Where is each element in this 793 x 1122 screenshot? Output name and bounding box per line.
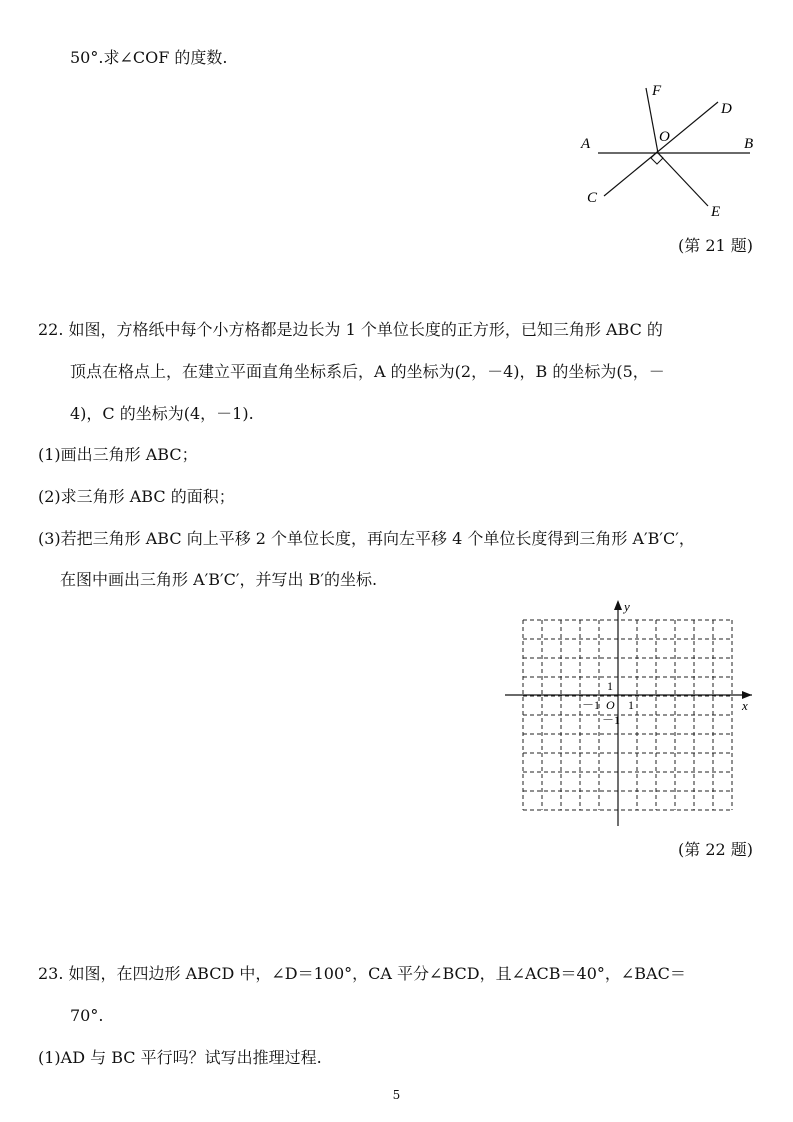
label-e: E [711, 204, 721, 220]
q23-line2: 70°. [70, 1006, 104, 1025]
label-f: F [652, 83, 662, 99]
q22-part2: (2)求三角形 ABC 的面积； [38, 487, 235, 506]
q22-part1: (1)画出三角形 ABC； [38, 445, 198, 464]
q22-line1: 22. 如图，方格纸中每个小方格都是边长为 1 个单位长度的正方形，已知三角形 ABC 的 [38, 320, 663, 339]
tick-label-y-neg1: －1 [602, 713, 621, 727]
tick-label-y-1: 1 [607, 679, 613, 693]
q22-part3a: (3)若把三角形 ABC 向上平移 2 个单位长度，再向左平移 4 个单位长度得到三角形 A′B′C′， [38, 529, 695, 548]
axis-label-x: x [742, 698, 748, 713]
label-a: A [581, 136, 591, 152]
y-axis-arrow [614, 600, 622, 610]
q22-line2: 顶点在格点上，在建立平面直角坐标系后，A 的坐标为(2，－4)，B 的坐标为(5，－ [70, 362, 665, 381]
q22-line3: 4)，C 的坐标为(4，－1). [70, 404, 254, 423]
q21-caption: (第 21 题) [678, 236, 754, 255]
label-o: O [659, 129, 670, 145]
origin-label: O [606, 698, 615, 712]
q21-text: 50°.求∠COF 的度数. [70, 48, 228, 67]
page-number: 5 [392, 1088, 401, 1102]
label-b: B [744, 136, 754, 152]
tick-label-x-1: 1 [628, 698, 634, 712]
axis-label-y: y [624, 599, 630, 614]
q23-part1: (1)AD 与 BC 平行吗？试写出推理过程. [38, 1048, 322, 1067]
label-d: D [721, 101, 732, 117]
label-c: C [587, 190, 598, 206]
tick-label-x-neg1: －1 [582, 698, 601, 712]
q23-line1: 23. 如图，在四边形 ABCD 中，∠D＝100°，CA 平分∠BCD，且∠ACB＝40°，∠BAC＝ [38, 964, 686, 983]
q22-caption: (第 22 题) [678, 840, 754, 859]
q22-part3b: 在图中画出三角形 A′B′C′，并写出 B′的坐标. [60, 570, 378, 589]
dashed-grid [523, 620, 732, 810]
